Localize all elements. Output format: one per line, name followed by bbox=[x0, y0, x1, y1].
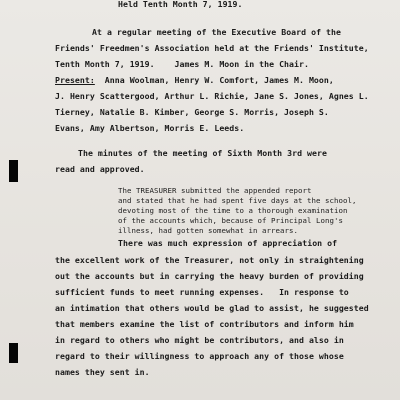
paragraph-line: The minutes of the meeting of Sixth Month 3rd were bbox=[78, 148, 327, 158]
paragraph-line: Tenth Month 7, 1919. James M. Moon in the Chair. bbox=[55, 59, 309, 69]
scan-margin-mark bbox=[9, 343, 18, 363]
present-names: Anna Woolman, Henry W. Comfort, James M. Moon, bbox=[94, 75, 334, 85]
paragraph-line: the excellent work of the Treasurer, not only in straightening bbox=[55, 255, 364, 265]
treasurer-line: of the accounts which, because of Principal Long's bbox=[118, 216, 343, 225]
paragraph-line: Friends' Freedmen's Association held at the Friends' Institute, bbox=[55, 43, 369, 53]
present-label: Present: bbox=[55, 75, 95, 85]
paragraph-line: in regard to others who might be contributors, and also in bbox=[55, 335, 344, 345]
attendees-line: J. Henry Scattergood, Arthur L. Richie, Jane S. Jones, Agnes L. bbox=[55, 91, 369, 101]
paragraph-line: There was much expression of appreciation of bbox=[118, 238, 338, 248]
attendees-line: Evans, Amy Albertson, Morris E. Leeds. bbox=[55, 123, 245, 133]
paragraph-line: out the accounts but in carrying the heavy burden of providing bbox=[55, 271, 364, 281]
paragraph-line: read and approved. bbox=[55, 164, 145, 174]
treasurer-line: illness, had gotten somewhat in arrears. bbox=[118, 226, 298, 235]
scan-margin-mark bbox=[9, 160, 18, 182]
paragraph-line: At a regular meeting of the Executive Board of the bbox=[92, 27, 341, 37]
attendees-line: Tierney, Natalie B. Kimber, George S. Morris, Joseph S. bbox=[55, 107, 329, 117]
paragraph-line: regard to their willingness to approach any of those whose bbox=[55, 351, 344, 361]
paragraph-line: names they sent in. bbox=[55, 367, 150, 377]
paragraph-line: that members examine the list of contributors and inform him bbox=[55, 319, 354, 329]
present-line bbox=[55, 75, 334, 85]
treasurer-line: and stated that he had spent five days at the school, bbox=[118, 196, 357, 205]
paragraph-line: an intimation that others would be glad to assist, he suggested bbox=[55, 303, 369, 313]
treasurer-line: devoting most of the time to a thorough examination bbox=[118, 206, 348, 215]
treasurer-line: The TREASURER submitted the appended report bbox=[118, 186, 312, 195]
paragraph-line: sufficient funds to meet running expenses. In response to bbox=[55, 287, 349, 297]
document-header: Held Tenth Month 7, 1919. bbox=[118, 0, 243, 9]
